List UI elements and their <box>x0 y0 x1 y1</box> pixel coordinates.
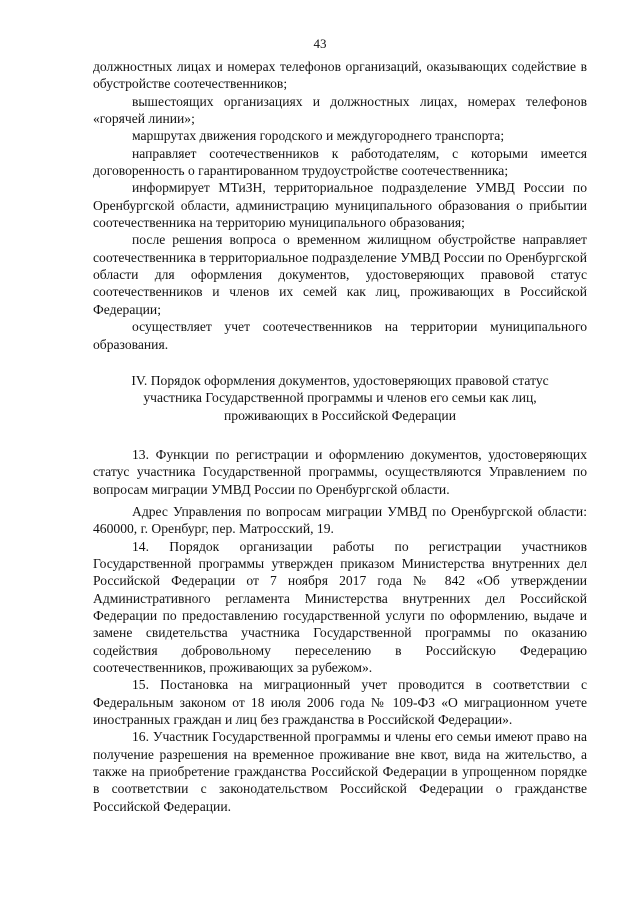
paragraph: маршрутах движения городского и междугороднего транспорта; <box>132 128 505 144</box>
paragraph: после решения вопроса о временном жилищном обустройстве направляет соотечественника в территориальное подразделение УМВД России по Оренбургской области для оформления документов, удостоверяющих правовой статус соотечественников и членов их семей как лиц, проживающих в Российской Федерации; <box>93 232 587 317</box>
paragraph: Адрес Управления по вопросам миграции УМВД по Оренбургской области: 460000, г. Оренбург, пер. Матросский, 19. <box>93 503 587 537</box>
document-body <box>93 58 587 815</box>
paragraph: должностных лицах и номерах телефонов организаций, оказывающих содействие в обустройстве соотечественников; <box>93 59 587 92</box>
paragraph: 14. Порядок организации работы по регистрации участников Государственной программы утвержден приказом Министерства внутренних дел Российской Федерации от 7 ноября 2017 года № 842 «Об утверждении Административного регламента Министерства внутренних дел Российской Федерации по предоставлению государственной услуги по оформлению, выдаче и замене свидетельства участника Государственной программы по оказанию содействия добровольному переселению в Российскую Федерацию соотечественников, проживающих за рубежом». <box>93 538 587 675</box>
paragraph: 13. Функции по регистрации и оформлению документов, удостоверяющих статус участника Государственной программы, осуществляются Управлением по вопросам миграции УМВД России по Оренбургской области. <box>93 446 587 497</box>
section-heading: IV. Порядок оформления документов, удостоверяющих правовой статус участника Государственной программы и членов его семьи как лиц, проживающих в Российской Федерации <box>131 372 549 423</box>
paragraph: 15. Постановка на миграционный учет проводится в соответствии с Федеральным законом от 18 июля 2006 года № 109-ФЗ «О миграционном учете иностранных граждан и лиц без гражданства в Российской Федерации». <box>93 677 587 728</box>
paragraph: вышестоящих организациях и должностных лицах, номерах телефонов «горячей линии»; <box>93 93 587 127</box>
paragraph: информирует МТиЗН, территориальное подразделение УМВД России по Оренбургской области, администрацию муниципального образования о прибытии соотечественника на территорию муниципального образования; <box>93 180 587 231</box>
paragraph: направляет соотечественников к работодателям, с которыми имеется договоренность о гарантированном трудоустройстве соотечественника; <box>93 145 587 179</box>
paragraph: осуществляет учет соотечественников на территории муниципального образования. <box>93 319 587 352</box>
page-number: 43 <box>313 36 327 51</box>
paragraph: 16. Участник Государственной программы и члены его семьи имеют право на получение разрешения на временное проживание вне квот, вида на жительство, а также на приобретение гражданства Российской Федерации в упрощенном порядке в соответствии с законодательством Российской Федерации о гражданстве Российской Федерации. <box>93 729 587 814</box>
